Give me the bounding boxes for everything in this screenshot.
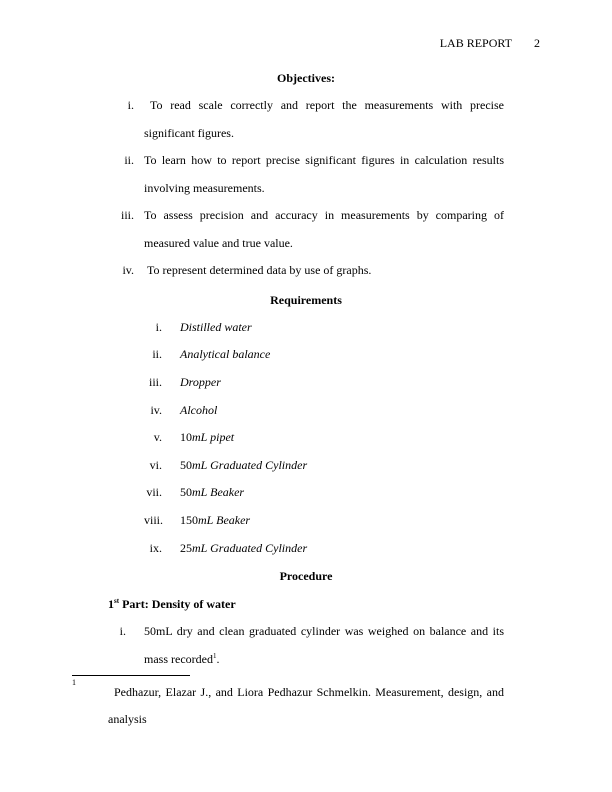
- part-title: Part: Density of water: [122, 597, 236, 611]
- part-heading: [108, 597, 236, 612]
- requirement-number: vi.: [149, 458, 162, 472]
- requirement-quantity: 10: [180, 430, 192, 444]
- footnote-separator: [72, 675, 190, 676]
- requirement-number: i.: [155, 320, 162, 334]
- requirement-text: Analytical balance: [180, 347, 271, 361]
- procedure-step-end: .: [216, 651, 220, 666]
- objective-text: To assess precision and accuracy in measurements by comparing of measured value and true value.: [144, 208, 504, 250]
- objective-item: [108, 92, 504, 147]
- requirement-text: mL Beaker: [198, 513, 251, 527]
- requirement-text: Alcohol: [180, 403, 218, 417]
- procedure-step-text: [144, 618, 504, 673]
- objective-number: ii.: [124, 153, 134, 167]
- requirement-text: mL Graduated Cylinder: [192, 541, 308, 555]
- part-ordinal-suffix: st: [114, 597, 120, 605]
- requirement-number: ix.: [149, 541, 162, 555]
- objective-item: [108, 257, 504, 285]
- requirement-text: Dropper: [180, 375, 221, 389]
- requirement-number: iii.: [148, 375, 162, 389]
- objective-item: [108, 202, 504, 257]
- requirement-quantity: 50: [180, 485, 192, 499]
- requirement-text: mL Beaker: [192, 485, 245, 499]
- part-ordinal: 1: [108, 597, 114, 611]
- objective-text: To learn how to report precise significant figures in calculation results involving measurements.: [144, 153, 504, 195]
- requirement-quantity: 50: [180, 458, 192, 472]
- objective-number: iii.: [120, 208, 134, 222]
- requirement-number: viii.: [144, 513, 164, 527]
- footnote-reference[interactable]: 1: [212, 651, 217, 660]
- objective-item: [108, 147, 504, 202]
- procedure-step-body: 50mL dry and clean graduated cylinder was weighed on balance and its mass recorded: [144, 624, 504, 666]
- footnote-text: Pedhazur, Elazar J., and Liora Pedhazur Schmelkin. Measurement, design, and analysis: [108, 685, 504, 726]
- objective-number: i.: [127, 98, 134, 112]
- objective-text: To represent determined data by use of graphs.: [147, 263, 372, 277]
- requirements-heading: Requirements: [270, 293, 342, 307]
- requirement-quantity: 150: [180, 513, 198, 527]
- requirement-quantity: 25: [180, 541, 192, 555]
- footnote: [72, 679, 504, 733]
- requirement-number: iv.: [150, 403, 162, 417]
- requirement-text: mL pipet: [192, 430, 235, 444]
- requirement-number: v.: [153, 430, 162, 444]
- objective-text: To read scale correctly and report the measurements with precise significant figures.: [144, 98, 504, 140]
- footnote-mark: 1: [72, 678, 76, 687]
- procedure-step-number: i.: [119, 624, 126, 638]
- page-number: 2: [534, 36, 540, 50]
- requirement-number: ii.: [152, 347, 162, 361]
- requirement-number: vii.: [146, 485, 162, 499]
- procedure-heading: Procedure: [279, 569, 333, 583]
- requirement-text: mL Graduated Cylinder: [192, 458, 308, 472]
- objective-number: iv.: [122, 263, 134, 277]
- procedure-step: [108, 618, 504, 673]
- running-head: LAB REPORT: [439, 36, 512, 50]
- objectives-heading: Objectives:: [277, 71, 335, 85]
- requirement-text: Distilled water: [180, 320, 252, 334]
